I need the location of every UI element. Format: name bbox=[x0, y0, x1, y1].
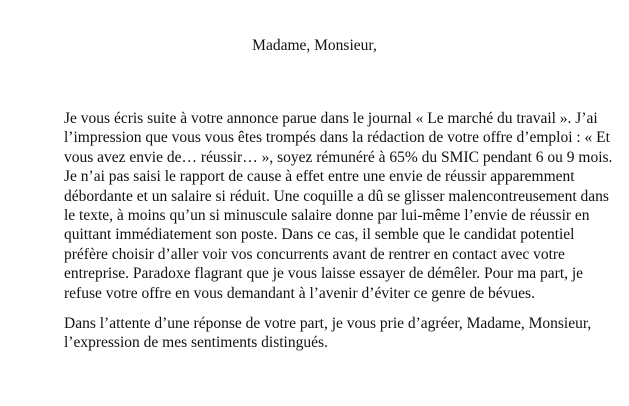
paragraph-line: Je n’ai pas saisi le rapport de cause à effet entre une envie de réussir apparemment bbox=[64, 168, 575, 186]
paragraph-line: l’expression de mes sentiments distingués. bbox=[64, 334, 328, 352]
paragraph-line: Dans l’attente d’une réponse de votre part, je vous prie d’agréer, Madame, Monsieur, bbox=[64, 315, 592, 332]
body-paragraph-1 bbox=[64, 109, 624, 303]
paragraph-line: quittant immédiatement son poste. Dans ce cas, il semble que le candidat potentiel bbox=[64, 226, 575, 244]
paragraph-line: vous avez envie de… réussir… », soyez rémunéré à 65% du SMIC pendant 6 ou 9 mois. bbox=[64, 148, 613, 166]
paragraph-line: entreprise. Paradoxe flagrant que je vous laisse essayer de démêler. Pour ma part, je bbox=[64, 265, 584, 283]
paragraph-line: l’impression que vous vous êtes trompés dans la rédaction de votre offre d’emploi : « Et bbox=[64, 129, 610, 147]
salutation: Madame, Monsieur, bbox=[252, 37, 377, 54]
paragraph-line: préfère choisir d’aller voir vos concurrents avant de rentrer en contact avec votre bbox=[64, 245, 565, 263]
closing-paragraph bbox=[64, 314, 624, 353]
paragraph-line: débordante et un salaire si réduit. Une coquille a dû se glisser malencontreusement dans bbox=[64, 187, 609, 205]
paragraph-line: Je vous écris suite à votre annonce parue dans le journal « Le marché du travail ». J’ai bbox=[64, 110, 598, 127]
paragraph-line: le texte, à moins qu’un si minuscule salaire donne par lui-même l’envie de réussir en bbox=[64, 207, 590, 225]
paragraph-line: refuse votre offre en vous demandant à l’avenir d’éviter ce genre de bévues. bbox=[64, 284, 535, 302]
